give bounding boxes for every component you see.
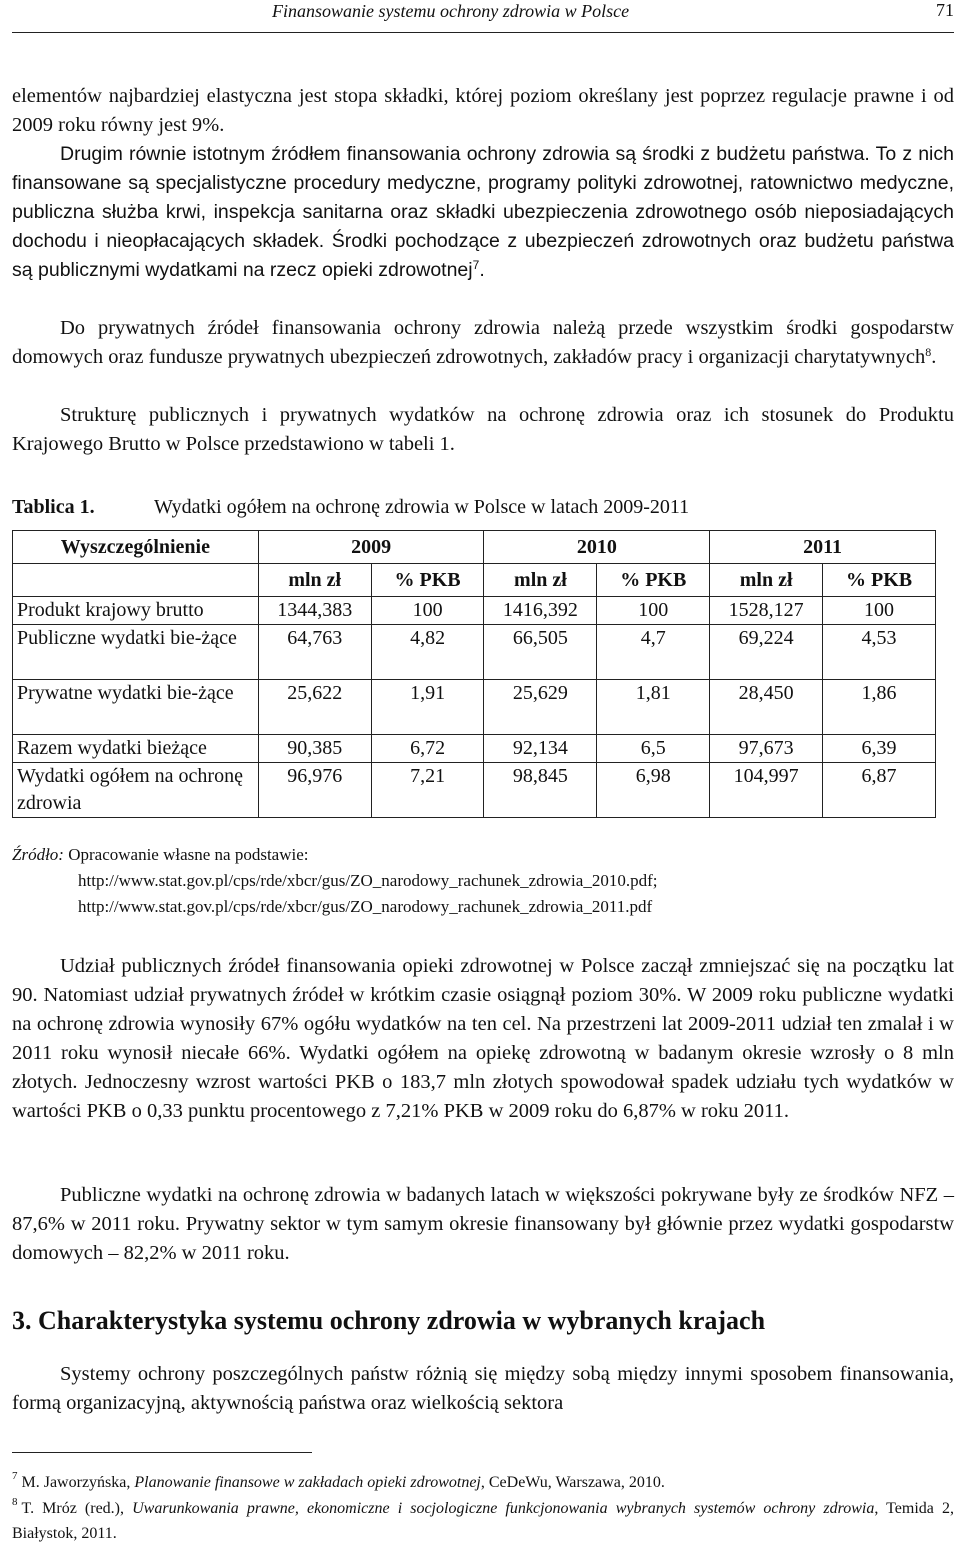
row-label: Publiczne wydatki bie-żące <box>13 625 259 680</box>
table-header-row-units <box>13 564 936 597</box>
footnote-rest: , Temida 2, Białystok, 2011. <box>12 1500 954 1542</box>
footnote-rule <box>12 1452 312 1453</box>
table-cell: 96,976 <box>258 763 371 818</box>
table-cell: 25,622 <box>258 680 371 735</box>
row-label: Razem wydatki bieżące <box>13 735 259 763</box>
source-label: Źródło: <box>12 845 64 864</box>
table-cell: 6,87 <box>823 763 936 818</box>
empty-header-cell <box>13 564 259 597</box>
year-header: 2010 <box>484 531 710 564</box>
unit-header: mln zł <box>710 564 823 597</box>
table-cell: 6,72 <box>371 735 484 763</box>
footnote-ref-8: 8 <box>925 345 932 359</box>
table-caption <box>12 496 689 519</box>
footnote-author: T. Mróz (red.), <box>21 1500 125 1517</box>
table-cell: 98,845 <box>484 763 597 818</box>
table-row <box>13 735 936 763</box>
year-header: 2011 <box>710 531 936 564</box>
table-caption-label: Tablica 1. <box>12 496 95 518</box>
table-row <box>13 625 936 680</box>
table-cell: 28,450 <box>710 680 823 735</box>
footnote-mark: 7 <box>12 1470 18 1482</box>
col-header-label: Wyszczególnienie <box>13 531 259 564</box>
paragraph-1: elementów najbardziej elastyczna jest stopa składki, której poziom określany jest poprzez regulacje prawne i od 2009 roku równy jest 9%. <box>12 85 954 136</box>
table-cell: 4,53 <box>823 625 936 680</box>
table-cell: 4,82 <box>371 625 484 680</box>
table-cell: 100 <box>597 597 710 625</box>
paragraph-4: Strukturę publicznych i prywatnych wydatków na ochronę zdrowia oraz ich stosunek do Produktu Krajowego Brutto w Polsce przedstawiono w tabeli 1. <box>12 404 954 455</box>
unit-header: mln zł <box>258 564 371 597</box>
row-label: Prywatne wydatki bie-żące <box>13 680 259 735</box>
table-cell: 1416,392 <box>484 597 597 625</box>
paragraph-5: Udział publicznych źródeł finansowania opieki zdrowotnej w Polsce zaczął zmniejszać się na początku lat 90. Natomiast udział prywatnych źródeł w krótkim czasie osiągnął poziom 30%. W 2009 roku publiczne wydatki na ochronę zdrowia wynosiły 67% ogółu wydatków na ten cel. Na przestrzeni lat 2009-2011 udział ten zmalał i w 2011 roku wynosił niecałe 66%. Wydatki ogółem na opiekę zdrowotną w badanym okresie wzrosły o 8 mln złotych. Jednoczesny wzrost wartości PKB o 183,7 mln złotych spowodował spadek udziału tych wydatków w wartości PKB o 0,33 punktu procentowego z 7,21% PKB w 2009 roku do 6,87% w roku 2011. <box>12 955 954 1122</box>
footnote-title: Uwarunkowania prawne, ekonomiczne i socjologiczne funkcjonowania wybranych systemów ochrony zdrowia <box>132 1500 875 1517</box>
unit-header: % PKB <box>597 564 710 597</box>
paragraph-3-text: Do prywatnych źródeł finansowania ochrony zdrowia należą przede wszystkim środki gospodarstw domowych oraz fundusze prywatnych ubezpieczeń zdrowotnych, zakładów pracy i organizacji charytatywnych <box>12 317 954 368</box>
page-number: 71 <box>936 0 954 20</box>
table-row <box>13 763 936 818</box>
table-cell: 1528,127 <box>710 597 823 625</box>
table-row <box>13 680 936 735</box>
running-header <box>12 0 954 24</box>
footnote-title: Planowanie finansowe w zakładach opieki zdrowotnej <box>134 1474 481 1491</box>
source-link-2011[interactable]: http://www.stat.gov.pl/cps/rde/xbcr/gus/ZO_narodowy_rachunek_zdrowia_2011.pdf <box>78 897 653 916</box>
unit-header: % PKB <box>823 564 936 597</box>
table-cell: 69,224 <box>710 625 823 680</box>
running-title: Finansowanie systemu ochrony zdrowia w Polsce <box>272 1 630 21</box>
unit-header: % PKB <box>371 564 484 597</box>
footnote-author: M. Jaworzyńska, <box>21 1474 131 1491</box>
table-cell: 90,385 <box>258 735 371 763</box>
table-cell: 6,98 <box>597 763 710 818</box>
source-text: Opracowanie własne na podstawie: <box>68 845 309 864</box>
row-label: Wydatki ogółem na ochronę zdrowia <box>13 763 259 818</box>
table-cell: 1,86 <box>823 680 936 735</box>
table-cell: 92,134 <box>484 735 597 763</box>
source-link-2010[interactable]: http://www.stat.gov.pl/cps/rde/xbcr/gus/ZO_narodowy_rachunek_zdrowia_2010.pdf; <box>78 871 658 890</box>
table-cell: 6,5 <box>597 735 710 763</box>
table-header-row-years <box>13 531 936 564</box>
table-cell: 7,21 <box>371 763 484 818</box>
table-cell: 100 <box>371 597 484 625</box>
table-cell: 66,505 <box>484 625 597 680</box>
paragraph-3: Do prywatnych źródeł finansowania ochrony zdrowia należą przede wszystkim środki gospodarstw domowych oraz fundusze prywatnych ubezpieczeń zdrowotnych, zakładów pracy i organizacji charytatywnych$^8$. <box>12 317 954 368</box>
footnote-mark: 8 <box>12 1496 18 1508</box>
table-cell: 25,629 <box>484 680 597 735</box>
table-cell: 6,39 <box>823 735 936 763</box>
table-cell: 97,673 <box>710 735 823 763</box>
table-row <box>13 597 936 625</box>
paragraph-2: Drugim równie istotnym źródłem finansowania ochrony zdrowia są środki z budżetu państwa. To z nich finansowane są specjalistyczne procedury medyczne, programy polityki zdrowotnej, ratownictwo medyczne, publiczna służba krwi, inspekcja sanitarna oraz składki ubezpieczenia zdrowotnego osób nieposiadających dochodu i nieopłacających składek. Środki pochodzące z ubezpieczeń zdrowotnych oraz budżetu państwa są publicznymi wydatkami na rzecz opieki zdrowotnej$^7$. <box>12 143 954 281</box>
footnote-ref-7: 7 <box>472 258 480 272</box>
table-cell: 104,997 <box>710 763 823 818</box>
table-cell: 64,763 <box>258 625 371 680</box>
table-cell: 1344,383 <box>258 597 371 625</box>
table-cell: 100 <box>823 597 936 625</box>
paragraph-2-text: Drugim równie istotnym źródłem finansowania ochrony zdrowia są środki z budżetu państwa. To z nich finansowane są specjalistyczne procedury medyczne, programy polityki zdrowotnej, ratownictwo medyczne, publiczna służba krwi, inspekcja sanitarna oraz składki ubezpieczenia zdrowotnego osób nieposiadających dochodu i nieopłacających składek. Środki pochodzące z ubezpieczeń zdrowotnych oraz budżetu państwa są publicznymi wydatkami na rzecz opieki zdrowotnej <box>12 143 954 281</box>
table-cell: 4,7 <box>597 625 710 680</box>
table-source <box>12 842 657 920</box>
row-label: Produkt krajowy brutto <box>13 597 259 625</box>
header-rule <box>12 32 954 33</box>
year-header: 2009 <box>258 531 484 564</box>
table-caption-text: Wydatki ogółem na ochronę zdrowia w Polsce w latach 2009-2011 <box>154 496 690 518</box>
table-cell: 1,81 <box>597 680 710 735</box>
table-cell: 1,91 <box>371 680 484 735</box>
section-heading: 3. Charakterystyka systemu ochrony zdrowia w wybranych krajach <box>12 1306 766 1335</box>
paragraph-6: Publiczne wydatki na ochronę zdrowia w badanych latach w większości pokrywane były ze środków NFZ – 87,6% w 2011 roku. Prywatny sektor w tym samym okresie finansowany był głównie przez wydatki gospodarstw domowych – 82,2% w 2011 roku. <box>12 1184 954 1264</box>
expenditure-table <box>12 530 936 818</box>
unit-header: mln zł <box>484 564 597 597</box>
footnote-rest: , CeDeWu, Warszawa, 2010. <box>480 1474 665 1491</box>
paragraph-7: Systemy ochrony poszczególnych państw różnią się między sobą między innymi sposobem finansowania, formą organizacyjną, aktywnością państwa oraz wielkością sektora <box>12 1363 954 1414</box>
